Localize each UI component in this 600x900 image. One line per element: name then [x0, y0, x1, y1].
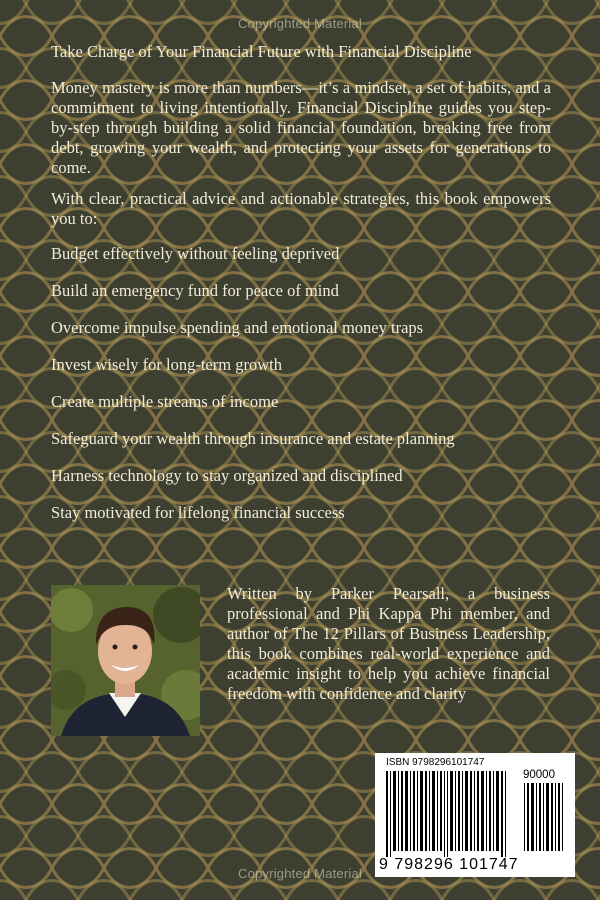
intro-paragraph: Money mastery is more than numbers—it’s a mindset, a set of habits, and a commitment to living intentionally. Financial Discipline guides you step-by-step through building a solid financial foundation, breaking free from debt, growing your wealth, and protecting your assets for generations to come.: [51, 78, 551, 177]
description-heading: Take Charge of Your Financial Future with Financial Discipline: [51, 42, 472, 61]
benefit-item: Safeguard your wealth through insurance and estate planning: [51, 429, 455, 448]
author-photo: [51, 585, 200, 736]
copyright-watermark-top: Copyrighted Material: [238, 16, 362, 31]
benefit-item: Overcome impulse spending and emotional money traps: [51, 318, 424, 337]
benefit-item: Create multiple streams of income: [51, 392, 279, 411]
price-code: 90000: [523, 769, 555, 781]
copyright-watermark-bottom: Copyrighted Material: [238, 866, 362, 881]
isbn-label: ISBN 9798296101747: [386, 757, 485, 768]
benefit-item: Budget effectively without feeling deprived: [51, 244, 340, 263]
barcode-number: 9 798296 101747: [379, 856, 519, 873]
benefit-item: Stay motivated for lifelong financial success: [51, 503, 345, 522]
benefit-item: Invest wisely for long-term growth: [51, 355, 282, 374]
isbn-barcode: [375, 753, 575, 877]
benefit-item: Harness technology to stay organized and disciplined: [51, 466, 403, 485]
benefit-item: Build an emergency fund for peace of mind: [51, 281, 339, 300]
empowers-paragraph: With clear, practical advice and actionable strategies, this book empowers you to:: [51, 189, 551, 228]
author-bio: Written by Parker Pearsall, a business professional and Phi Kappa Phi member, and author of The 12 Pillars of Business Leadership, this book combines real-world experience and academic insight to help you achieve financial freedom with confidence and clarity: [227, 584, 550, 703]
